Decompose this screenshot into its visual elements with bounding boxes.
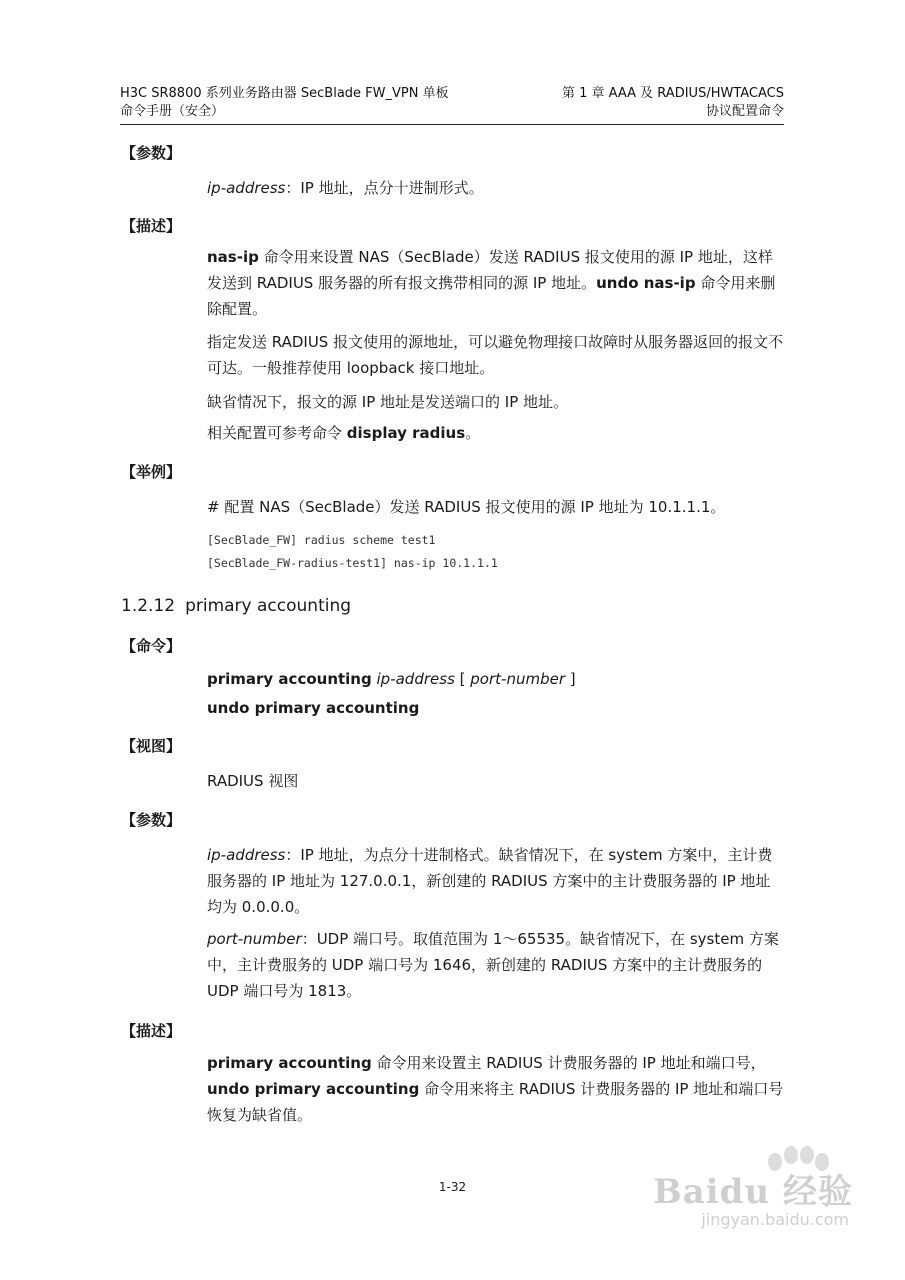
section-heading bbox=[121, 595, 351, 617]
section-title-command: 【命令】 bbox=[121, 637, 182, 655]
header-doc-subtitle: 命令手册（安全） bbox=[120, 104, 225, 119]
cmd-keyword: undo primary accounting bbox=[207, 699, 420, 717]
cmd-bracket: ] bbox=[564, 670, 576, 688]
header-rule bbox=[120, 124, 784, 125]
desc-text: 相关配置可参考命令 bbox=[207, 424, 347, 442]
cmd-keyword: undo nas-ip bbox=[596, 274, 696, 292]
heading-text: primary accounting bbox=[185, 596, 352, 616]
param-desc: ：IP 地址，点分十进制形式。 bbox=[285, 179, 484, 197]
desc-text: 。 bbox=[465, 424, 481, 442]
example-code-line: [SecBlade_FW-radius-test1] nas-ip 10.1.1.1 bbox=[207, 556, 498, 570]
view-text: RADIUS 视图 bbox=[207, 772, 299, 790]
param-name: ip-address bbox=[207, 846, 286, 864]
cmd-keyword: undo primary accounting bbox=[207, 1080, 420, 1098]
desc-text: 命令用来将主 RADIUS 计费服务器的 IP 地址和端口号恢复为缺省值。 bbox=[207, 1080, 784, 1124]
desc-text: 命令用来设置 NAS（SecBlade）发送 RADIUS 报文使用的源 IP 地址，这样发送到 RADIUS 服务器的所有报文携带相同的源 IP 地址。 bbox=[207, 248, 773, 292]
section-title-description-2: 【描述】 bbox=[121, 1022, 182, 1040]
header-doc-title: H3C SR8800 系列业务路由器 SecBlade FW_VPN 单板 bbox=[120, 86, 449, 101]
header-left bbox=[120, 85, 449, 121]
page-number: 1-32 bbox=[438, 1180, 467, 1194]
watermark-url: jingyan.baidu.com bbox=[701, 1210, 849, 1229]
example-code-line: [SecBlade_FW] radius scheme test1 bbox=[207, 533, 436, 547]
cmd-keyword: display radius bbox=[346, 424, 466, 442]
description-para-1 bbox=[207, 244, 784, 322]
command-undo-syntax bbox=[207, 695, 784, 721]
cmd-keyword: primary accounting bbox=[207, 1054, 372, 1072]
desc-text: 命令用来删除配置。 bbox=[207, 274, 776, 318]
desc-text: 命令用来设置主 RADIUS 计费服务器的 IP 地址和端口号， bbox=[371, 1054, 766, 1072]
param-ip-address bbox=[207, 175, 784, 201]
description-para-4 bbox=[207, 420, 784, 446]
section-title-params: 【参数】 bbox=[121, 144, 182, 162]
description-primary-accounting bbox=[207, 1050, 784, 1128]
description-para-3: 缺省情况下，报文的源 IP 地址是发送端口的 IP 地址。 bbox=[207, 393, 569, 411]
command-syntax bbox=[207, 666, 784, 692]
watermark-logo: Baidu 经验 bbox=[652, 1172, 853, 1212]
section-title-view: 【视图】 bbox=[121, 737, 182, 755]
cmd-keyword: primary accounting bbox=[207, 670, 372, 688]
cmd-arg: ip-address bbox=[376, 670, 455, 688]
cmd-arg: port-number bbox=[470, 670, 565, 688]
heading-number: 1.2.12 bbox=[121, 596, 176, 616]
header-chapter-sub: 协议配置命令 bbox=[705, 104, 784, 119]
section-title-example: 【举例】 bbox=[121, 463, 182, 481]
param-ip-address-2 bbox=[207, 842, 784, 920]
param-name: ip-address bbox=[207, 179, 286, 197]
section-title-params-2: 【参数】 bbox=[121, 811, 182, 829]
example-comment: # 配置 NAS（SecBlade）发送 RADIUS 报文使用的源 IP 地址为 10.1.1.1。 bbox=[207, 498, 726, 516]
section-title-description: 【描述】 bbox=[121, 217, 182, 235]
header-chapter: 第 1 章 AAA 及 RADIUS/HWTACACS bbox=[561, 86, 784, 101]
header-right bbox=[562, 85, 784, 121]
param-port-number bbox=[207, 926, 784, 1004]
cmd-keyword: nas-ip bbox=[207, 248, 259, 266]
param-name: port-number bbox=[207, 930, 302, 948]
description-para-2: 指定发送 RADIUS 报文使用的源地址，可以避免物理接口故障时从服务器返回的报文不可达。一般推荐使用 loopback 接口地址。 bbox=[207, 333, 784, 377]
cmd-bracket: [ bbox=[454, 670, 471, 688]
param-desc: ：UDP 端口号。取值范围为 1～65535。缺省情况下，在 system 方案中，主计费服务的 UDP 端口号为 1646，新创建的 RADIUS 方案中的主计费服务的 UDP 端口号为 1813。 bbox=[207, 930, 779, 1000]
param-desc: ：IP 地址，为点分十进制格式。缺省情况下，在 system 方案中，主计费服务器的 IP 地址为 127.0.0.1，新创建的 RADIUS 方案中的主计费服务器的 IP 地址均为 0.0.0.0。 bbox=[207, 846, 773, 916]
